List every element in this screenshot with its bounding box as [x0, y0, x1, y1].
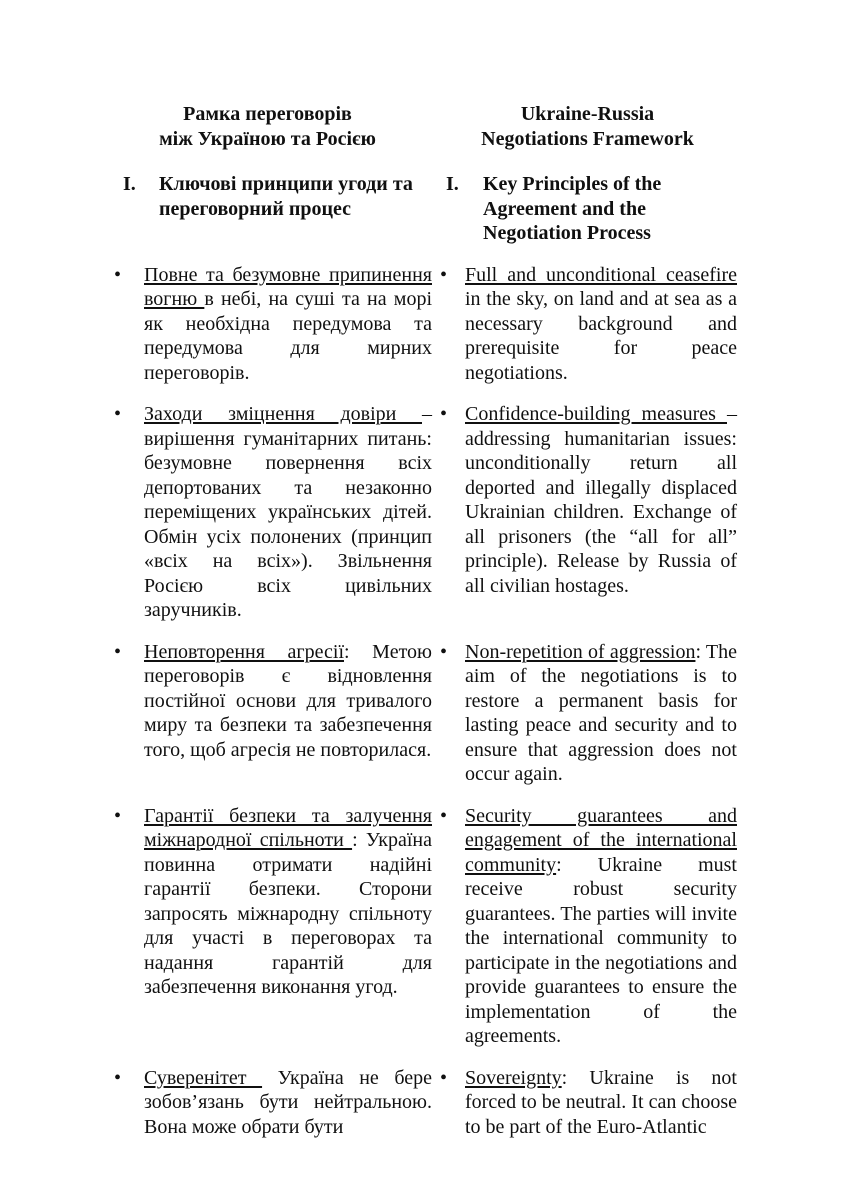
bullet-marker: • — [114, 403, 122, 425]
title-ua — [103, 102, 432, 151]
bullet-item-ua-security-guarantees — [103, 804, 432, 1049]
bullet-marker: • — [114, 263, 122, 286]
bullet-marker: • — [114, 1066, 122, 1089]
bullet-item-en-security-guarantees — [438, 804, 737, 1049]
bullet-item-en-ceasefire — [438, 263, 737, 386]
bullet-rest: Україна не бере зобов’язань бути нейтральною. Вона може обрати бути — [144, 1066, 432, 1138]
bullet-rest: в небі, на суші та на морі як необхідна передумова та передумова для мирних переговорів. — [144, 288, 433, 384]
section-heading-en-line-1: Key Principles of the — [483, 173, 662, 195]
bullet-lead-underlined: Non-repetition of aggression — [465, 640, 696, 663]
bullet-lead-underlined: Security guarantees and engagement of the international community — [465, 804, 737, 876]
bullet-lead-underlined: Заходи зміцнення довіри — [144, 403, 422, 425]
title-en-line-2: Negotiations Framework — [481, 127, 694, 150]
bullet-item-ua-sovereignty — [103, 1066, 432, 1140]
section-heading-en-line-2: Agreement and the — [483, 197, 646, 220]
bullet-rest: : Ukraine must receive robust security guarantees. The parties will invite the international community to participate in the negotiations and provide guarantees to ensure the implementation of the agreements. — [465, 853, 737, 1047]
bullet-text-en-confidence — [465, 402, 737, 598]
section-heading-ua-text — [159, 172, 432, 221]
bullet-text-ua-ceasefire — [144, 263, 432, 386]
bullet-marker: • — [114, 804, 122, 827]
bullet-marker: • — [440, 1066, 448, 1089]
bullet-marker: • — [440, 640, 448, 663]
bullet-lead-underlined: Гарантії безпеки та залучення міжнародної спільноти — [144, 804, 432, 851]
bullet-item-en-confidence — [438, 402, 737, 623]
bullet-rest: : Ukraine is not forced to be neutral. It can choose to be part of the Euro-Atlantic — [465, 1066, 737, 1138]
title-ua-line-2: між Україною та Росією — [159, 127, 376, 150]
content-grid — [103, 0, 848, 1139]
bullet-rest: – вирішення гуманітарних питань: безумовне повернення всіх депортованих та незаконно переміщених українських дітей. Обмін усіх полонених (принцип «всіх на всіх»). Звільнення Росією всіх цивільних заручників. — [144, 403, 432, 621]
bullet-marker: • — [440, 403, 448, 425]
bullet-text-en-non-repetition — [465, 640, 737, 787]
title-ua-line-1: Рамка переговорів — [183, 103, 352, 125]
section-heading-en — [438, 172, 737, 246]
section-heading-en-line-3: Negotiation Process — [483, 222, 651, 244]
bullet-rest: : Метою переговорів є відновлення постійної основи для тривалого миру та безпеки та забезпечення того, щоб агресія не повторилася. — [144, 640, 432, 761]
bullet-text-ua-sovereignty — [144, 1066, 432, 1140]
bullet-item-ua-ceasefire — [103, 263, 432, 386]
bullet-text-en-security-guarantees — [465, 804, 737, 1049]
section-number-en: I. — [446, 173, 459, 195]
bullet-lead-underlined: Sovereignty — [465, 1066, 562, 1089]
bullet-item-en-non-repetition — [438, 640, 737, 787]
bullet-text-en-ceasefire — [465, 263, 737, 386]
bullet-lead-underlined: Full and unconditional ceasefire — [465, 263, 737, 286]
section-heading-en-text — [483, 172, 737, 246]
bullet-marker: • — [440, 804, 448, 827]
title-en-line-1: Ukraine-Russia — [520, 103, 655, 125]
section-heading-ua-line-1: Ключові принципи угоди та — [159, 173, 413, 195]
bullet-marker: • — [114, 640, 122, 663]
bullet-lead-underlined: Неповторення агресії — [144, 640, 344, 663]
title-en — [438, 102, 737, 151]
bullet-text-ua-non-repetition — [144, 640, 432, 763]
section-heading-ua — [103, 172, 432, 246]
bullet-rest: : The aim of the negotiations is to restore a permanent basis for lasting peace and security and to ensure that aggression does not occur again. — [465, 640, 737, 785]
bullet-text-ua-confidence — [144, 402, 432, 623]
bullet-item-ua-confidence — [103, 402, 432, 623]
bullet-text-ua-security-guarantees — [144, 804, 432, 1000]
section-number-ua: I. — [123, 173, 136, 195]
bullet-item-en-sovereignty — [438, 1066, 737, 1140]
bullet-text-en-sovereignty — [465, 1066, 737, 1140]
section-heading-ua-line-2: переговорний процес — [159, 197, 352, 220]
bullet-item-ua-non-repetition — [103, 640, 432, 787]
bullet-rest: in the sky, on land and at sea as a necessary background and prerequisite for peace negotiations. — [465, 288, 737, 384]
bullet-lead-underlined: Суверенітет — [144, 1066, 263, 1089]
bullet-lead-underlined: Confidence-building measures — [465, 403, 727, 425]
bullet-lead-underlined: Повне та безумовне припинення вогню — [144, 263, 432, 310]
bullet-rest: : Україна повинна отримати надійні гарантії безпеки. Сторони запросять міжнародну спільноту для участі в переговорах та надання гарантій для забезпечення виконання угод. — [144, 829, 432, 998]
bullet-marker: • — [440, 263, 448, 286]
bullet-rest: – addressing humanitarian issues: unconditionally return all deported and illegally displaced Ukrainian children. Exchange of all prisoners (the “all for all” principle). Release by Russia of all civilian hostages. — [465, 403, 737, 597]
